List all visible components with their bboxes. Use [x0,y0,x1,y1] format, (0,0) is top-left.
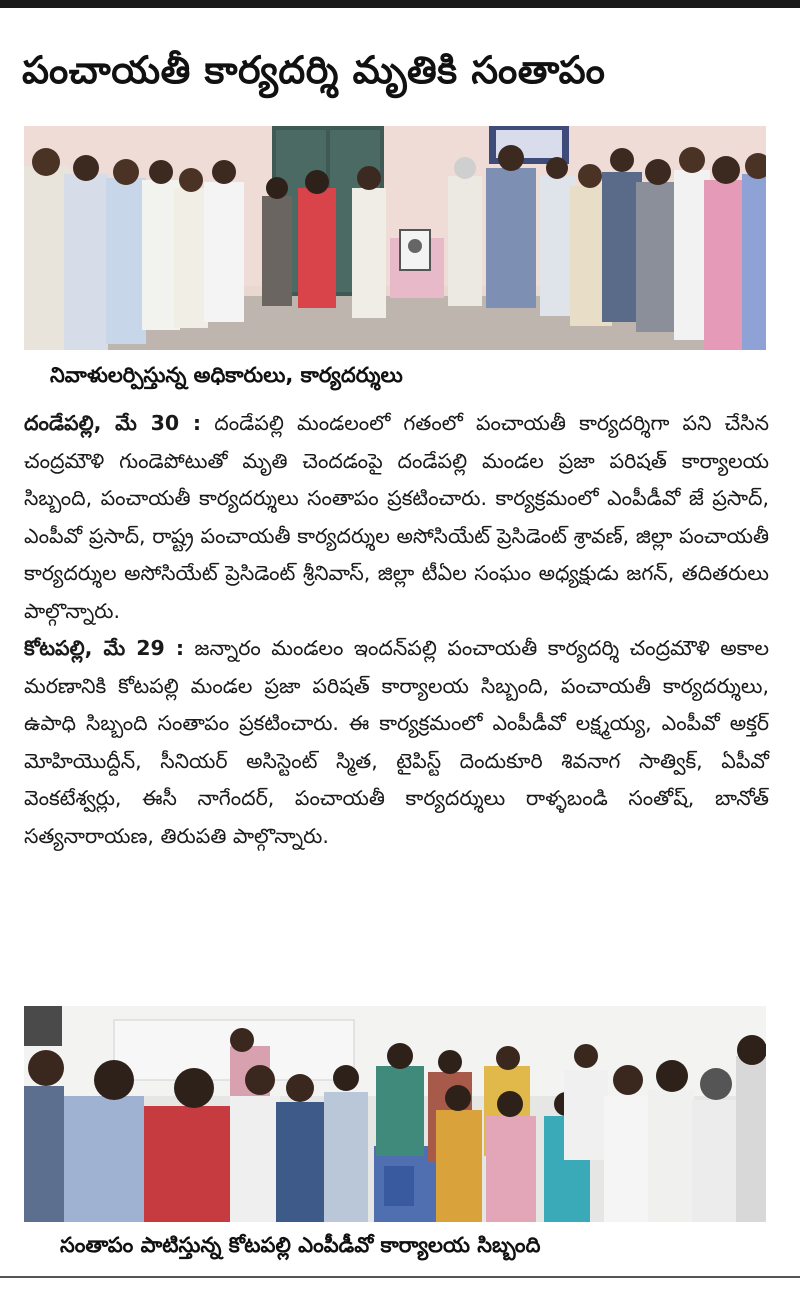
top-rule [0,0,800,8]
photo-caption-tribute: నివాళులర్పిస్తున్న అధికారులు, కార్యదర్శులు [50,363,403,387]
dateline-kotapalli: కోటపల్లి, మే 29 : [24,636,185,660]
photo-caption-condolence: సంతాపం పాటిస్తున్న కోటపల్లి ఎంపీడీవో కార్యాలయ సిబ్బంది [60,1233,541,1257]
bottom-rule [0,1276,800,1278]
story-dandepalli [24,405,769,630]
dateline-dandepalli: దండేపల్లి, మే 30 : [24,411,202,435]
story-kotapalli-text: జన్నారం మండలం ఇందన్‌పల్లి పంచాయతీ కార్యదర్శి చంద్రమౌళి అకాల మరణానికి కోటపల్లి మండల ప్రజా పరిషత్ కార్యాలయ సిబ్బంది, పంచాయతీ కార్యదర్శులు, ఉపాధి సిబ్బంది సంతాపం ప్రకటించారు. ఈ కార్యక్రమంలో ఎంపీడీవో లక్ష్మయ్య, ఎంపీవో అక్తర్ మోహియొద్దీన్, సీనియర్ అసిస్టెంట్ స్మిత, టైపిస్ట్ దెందుకూరి శివనాగ సాత్విక్, ఏపీవో వెంకటేశ్వర్లు, ఈసీ నాగేందర్, పంచాయతీ కార్యదర్శులు రాళ్ళబండి సంతోష్, బానోత్ సత్యనారాయణ, తిరుపతి పాల్గొన్నారు. [24,636,769,848]
photo-condolence-staff [24,1006,766,1222]
photo-tribute-officials [24,126,766,350]
story-dandepalli-text: దండేపల్లి మండలంలో గతంలో పంచాయతీ కార్యదర్శిగా పని చేసిన చంద్రమౌళి గుండెపోటుతో మృతి చెందడంపై దండేపల్లి మండల ప్రజా పరిషత్ కార్యాలయ సిబ్బంది, పంచాయతీ కార్యదర్శులు సంతాపం ప్రకటించారు. కార్యక్రమంలో ఎంపీడీవో జే ప్రసాద్, ఎంపీవో ప్రసాద్, రాష్ట్ర పంచాయతీ కార్యదర్శుల అసోసియేట్ ప్రెసిడెంట్ శ్రావణ్, జిల్లా పంచాయతీ కార్యదర్శుల అసోసియేట్ ప్రెసిడెంట్ శ్రీనివాస్, జిల్లా టీఏల సంఘం అధ్యక్షుడు జగన్, తదితరులు పాల్గొన్నారు. [24,411,769,623]
headline: పంచాయతీ కార్యదర్శి మృతికి సంతాపం [22,48,606,92]
story-kotapalli [24,630,769,855]
article-body [24,405,769,855]
